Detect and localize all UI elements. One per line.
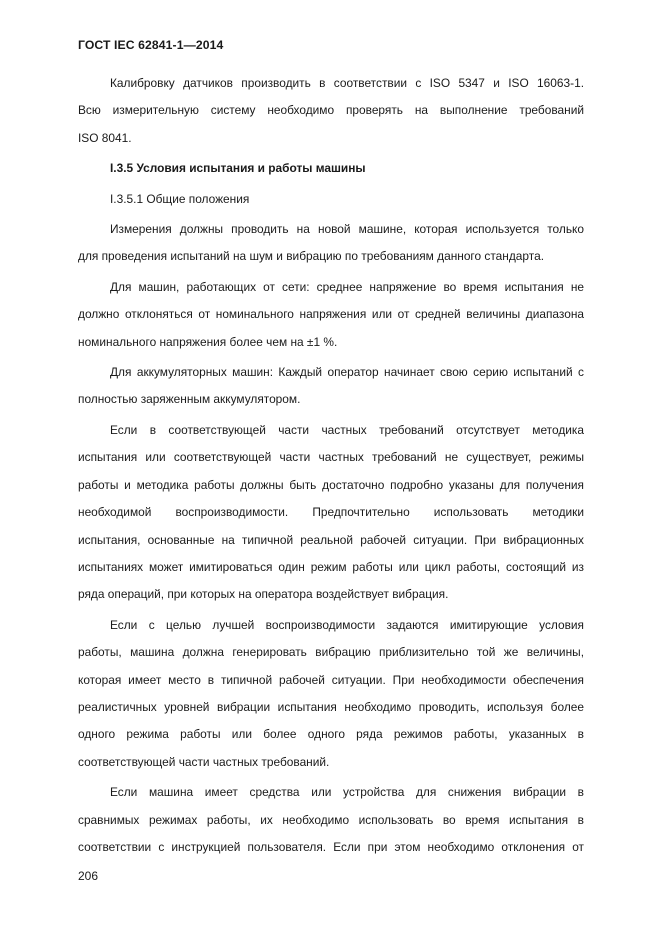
paragraph [78,216,584,271]
text-line: Измерения должны проводить на новой машине, которая используется только [110,222,584,237]
text-line: необходимой воспроизводимости. Предпочтительно использовать методики [78,505,584,520]
page-number: 206 [78,869,99,883]
text-line: соответствующей части частных требований. [78,754,330,769]
paragraph [78,274,584,356]
text-line: работы и методика работы должны быть достаточно подробно указаны для получения [78,477,584,492]
paragraph [78,186,584,213]
text-line: сравнимых режимах работы, их необходимо использовать во время испытания в [78,812,584,827]
text-line: реалистичных уровней вибрации испытания необходимо проводить, используя более [78,699,584,714]
text-line: ряда операций, при которых на оператора воздействует вибрация. [78,587,449,602]
text-line: Для аккумуляторных машин: Каждый оператор начинает свою серию испытаний с [110,365,584,380]
document-body [78,70,584,864]
text-line: которая имеет место в типичной рабочей ситуации. При необходимости обеспечения [78,672,584,687]
paragraph [78,612,584,776]
text-line: должно отклоняться от номинального напряжения или от средней величины диапазона [78,307,584,322]
text-line: соответствии с инструкцией пользователя. Если при этом необходимо отклонения от [78,839,584,854]
text-line: испытания, основанные на типичной реальной рабочей ситуации. При вибрационных [78,532,584,547]
text-line: для проведения испытаний на шум и вибрацию по требованиям данного стандарта. [78,249,544,264]
text-line: ISO 8041. [78,130,132,145]
paragraph [78,70,584,152]
text-line: I.3.5 Условия испытания и работы машины [110,161,366,176]
text-line: работы, машина должна генерировать вибрацию приблизительно той же величины, [78,645,584,660]
text-line: испытания или соответствующей части частных требований не существует, режимы [78,450,584,465]
text-line: полностью заряженным аккумулятором. [78,392,301,407]
text-line: Калибровку датчиков производить в соответствии с ISO 5347 и ISO 16063-1. [110,76,584,90]
text-line: Если с целью лучшей воспроизводимости задаются имитирующие условия [110,617,584,632]
text-line: испытаниях может имитироваться один режим работы или цикл работы, состоящий из [78,559,584,574]
paragraph [78,359,584,414]
section-heading [78,155,584,182]
document-header: ГОСТ IEC 62841-1—2014 [78,38,224,52]
paragraph [78,417,584,609]
text-line: Всю измерительную систему необходимо проверять на выполнение требований [78,103,584,118]
text-line: Если машина имеет средства или устройства для снижения вибрации в [110,785,584,800]
text-line: Для машин, работающих от сети: среднее напряжение во время испытания не [110,279,584,294]
text-line: одного режима работы или более одного ряда режимов работы, указанных в [78,727,584,742]
paragraph [78,779,584,861]
text-line: Если в соответствующей части частных требований отсутствует методика [110,422,584,437]
text-line: номинального напряжения более чем на ±1 %. [78,334,338,349]
text-line: I.3.5.1 Общие положения [110,191,250,206]
